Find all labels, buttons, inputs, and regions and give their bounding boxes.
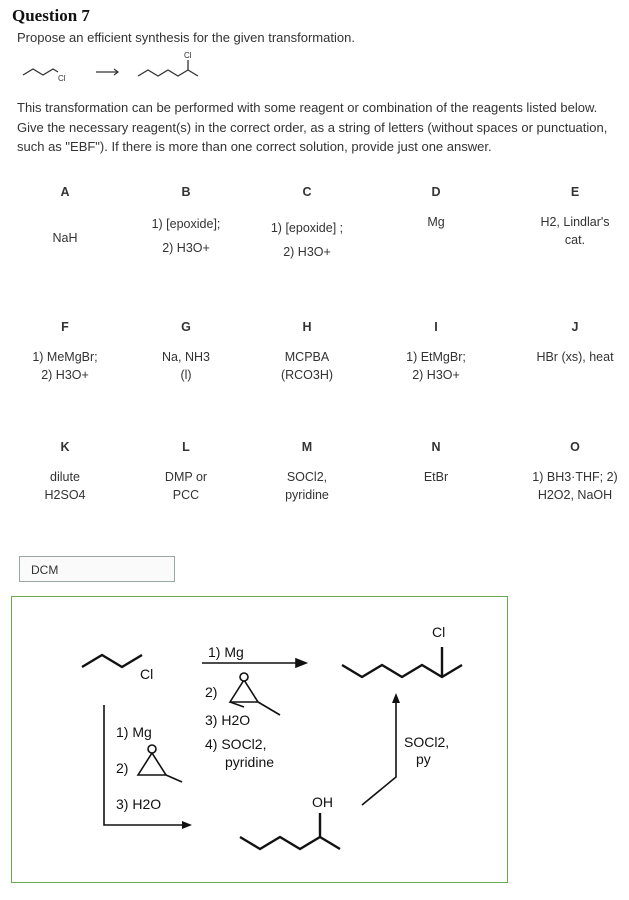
question-prompt: Propose an efficient synthesis for the given transformation. bbox=[17, 30, 355, 45]
reagent-d bbox=[376, 185, 496, 231]
reagent-letter: M bbox=[301, 440, 313, 454]
reagent-letter: D bbox=[431, 185, 441, 199]
solution-image bbox=[11, 596, 508, 883]
top-step-4: 4) SOCl2, bbox=[205, 736, 267, 752]
reagent-g bbox=[126, 320, 246, 384]
reagent-letter: G bbox=[181, 320, 191, 334]
reagent-line: 2) H3O+ bbox=[162, 241, 210, 255]
reagent-letter: L bbox=[182, 440, 190, 454]
reagent-line: (RCO3H) bbox=[280, 368, 334, 382]
reagent-letter: A bbox=[60, 185, 70, 199]
product-chloro-label: Cl bbox=[184, 51, 192, 60]
reagent-l bbox=[126, 440, 246, 504]
top-reaction-arrow-icon bbox=[202, 659, 306, 667]
reagent-letter: O bbox=[570, 440, 580, 454]
reagent-line: SOCl2, bbox=[286, 470, 328, 484]
reagent-line: H2O2, NaOH bbox=[537, 488, 613, 502]
solution-start-cl-label: Cl bbox=[140, 666, 154, 682]
reagent-line: EtBr bbox=[423, 470, 449, 484]
reagent-line: Na, NH3 bbox=[162, 350, 210, 364]
left-step-2: 2) bbox=[116, 760, 129, 776]
intermediate-oh-label: OH bbox=[312, 794, 333, 810]
reagent-letter: J bbox=[571, 320, 579, 334]
reagent-letter: F bbox=[61, 320, 69, 334]
reagent-letter: C bbox=[302, 185, 312, 199]
reagent-letter: N bbox=[431, 440, 441, 454]
reagent-letter: E bbox=[570, 185, 580, 199]
reagent-a bbox=[5, 185, 125, 247]
reagent-line: HBr (xs), heat bbox=[536, 350, 614, 364]
reagent-line: pyridine bbox=[285, 488, 329, 502]
question-instructions: This transformation can be performed with some reagent or combination of the reagents listed below. Give the necessary reagent(s) in the correct order, as a string of letters (without spaces or punctuation, such as "EBF"). If there is more than one correct solution, provide just one answer. bbox=[17, 100, 608, 154]
left-step-3: 3) H2O bbox=[116, 796, 162, 812]
top-step-2: 2) bbox=[205, 684, 218, 700]
question-title: Question 7 bbox=[12, 6, 90, 25]
top-step-3: 3) H2O bbox=[205, 712, 251, 728]
reagent-letter: K bbox=[60, 440, 70, 454]
reagent-letter: I bbox=[434, 320, 438, 334]
reagent-j bbox=[515, 320, 629, 366]
reagent-line: PCC bbox=[172, 488, 200, 502]
solution-scheme bbox=[12, 597, 509, 884]
reagent-line: 1) EtMgBr; bbox=[406, 350, 466, 364]
reagent-letter: H bbox=[302, 320, 312, 334]
reagent-line: DMP or bbox=[164, 470, 208, 484]
reagent-line: (l) bbox=[180, 368, 192, 382]
solution-intermediate-structure bbox=[240, 813, 340, 849]
reagent-f bbox=[5, 320, 125, 384]
reagent-k bbox=[5, 440, 125, 504]
right-arrowhead-icon bbox=[392, 693, 400, 703]
reagent-line: 2) H3O+ bbox=[41, 368, 89, 382]
reagent-line: 1) BH3·THF; 2) bbox=[532, 470, 618, 484]
reagent-letter: B bbox=[181, 185, 191, 199]
reagent-e bbox=[515, 185, 629, 249]
reagent-line: MCPBA bbox=[284, 350, 330, 364]
reagent-line: 1) [epoxide] ; bbox=[270, 221, 344, 235]
top-step-5: pyridine bbox=[225, 754, 275, 770]
reagent-c bbox=[247, 185, 367, 261]
left-arrowhead-icon bbox=[182, 821, 192, 829]
answer-input[interactable]: DCM bbox=[19, 556, 175, 582]
solution-product-cl-label: Cl bbox=[432, 624, 446, 640]
reagent-line: H2SO4 bbox=[44, 488, 86, 502]
reagent-line: H2, Lindlar's bbox=[540, 215, 610, 229]
reagent-b bbox=[126, 185, 246, 257]
right-reaction-arrow-icon bbox=[362, 701, 396, 805]
top-step-1: 1) Mg bbox=[208, 644, 244, 660]
left-epoxide-icon bbox=[138, 745, 182, 782]
solution-product-structure bbox=[342, 647, 462, 677]
right-step-2: py bbox=[416, 751, 431, 767]
reagent-h bbox=[247, 320, 367, 384]
solution-start-structure bbox=[82, 655, 142, 667]
reagent-line: NaH bbox=[52, 231, 78, 245]
top-epoxide-icon bbox=[230, 673, 280, 715]
reagent-line: 1) [epoxide]; bbox=[151, 217, 221, 231]
start-chloro-label: Cl bbox=[58, 74, 66, 83]
reagent-line: 2) H3O+ bbox=[412, 368, 460, 382]
reagent-o bbox=[515, 440, 629, 504]
reagent-i bbox=[376, 320, 496, 384]
reagent-line: 1) MeMgBr; bbox=[32, 350, 98, 364]
left-step-1: 1) Mg bbox=[116, 724, 152, 740]
reagent-n bbox=[376, 440, 496, 486]
right-step-1: SOCl2, bbox=[404, 734, 450, 750]
reagent-line: 2) H3O+ bbox=[283, 245, 331, 259]
reagent-m bbox=[247, 440, 367, 504]
reagent-line: Mg bbox=[427, 215, 445, 229]
reagent-line: cat. bbox=[564, 233, 586, 247]
reagent-line: dilute bbox=[50, 470, 80, 484]
